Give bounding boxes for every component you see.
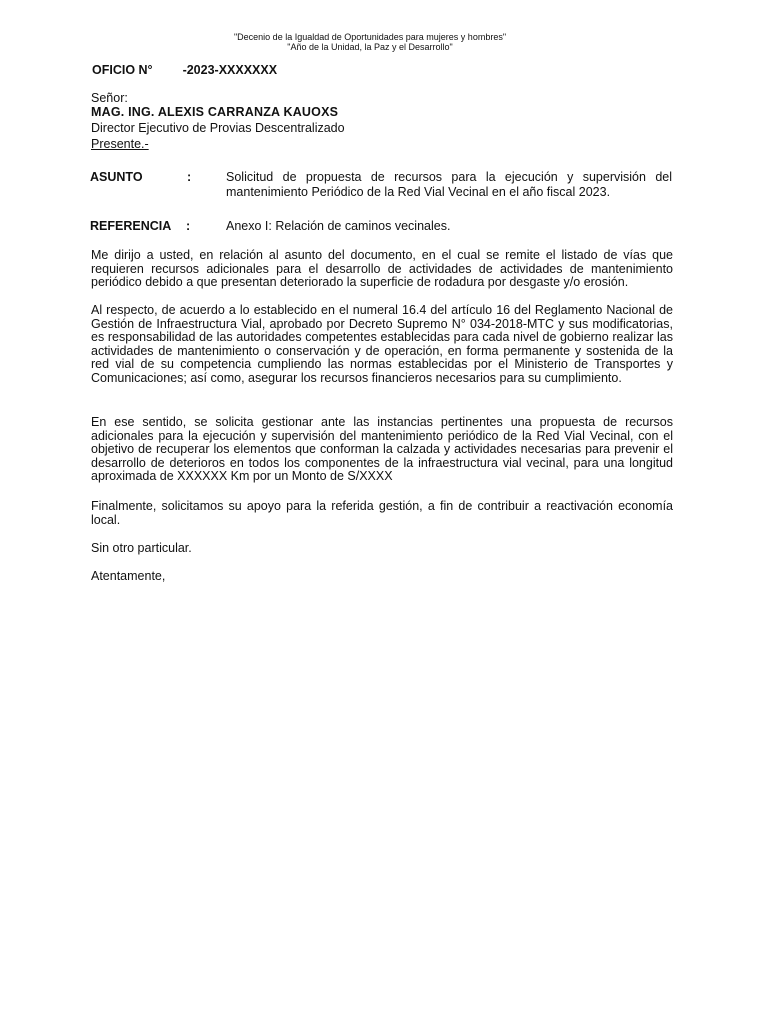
- oficio-label: OFICIO N°: [92, 63, 153, 77]
- decade-motto: "Decenio de la Igualdad de Oportunidades para mujeres y hombres": [233, 32, 507, 42]
- recipient-position: Director Ejecutivo de Provias Descentralizado: [91, 121, 345, 135]
- referencia-colon: :: [186, 219, 191, 233]
- asunto-label: ASUNTO: [90, 170, 143, 184]
- sign-off: Atentamente,: [91, 569, 166, 583]
- body-paragraph-2: Al respecto, de acuerdo a lo establecido en el numeral 16.4 del artículo 16 del Reglamento Nacional de Gestión de Infraestructura Vial, aprobado por Decreto Supremo N° 034-2018-MTC y sus modificatorias, es responsabilidad de las autoridades competentes establecidas para cada nivel de gobierno realizar las actividades de mantenimiento o conservación y de operación, en forma permanente y sostenida de la red vial de su competencia cumpliendo las normas establecidas por el Ministerio de Transportes y Comunicaciones; así como, asegurar los recursos financieros necesarios para su cumplimiento.: [91, 303, 673, 385]
- recipient-name: MAG. ING. ALEXIS CARRANZA KAUOXS: [91, 105, 339, 119]
- year-motto: "Año de la Unidad, la Paz y el Desarrollo": [287, 42, 453, 52]
- salutation: Señor:: [91, 91, 128, 105]
- asunto-colon: :: [187, 170, 192, 184]
- referencia-label: REFERENCIA: [90, 219, 172, 233]
- body-paragraph-1: Me dirijo a usted, en relación al asunto del documento, en el cual se remite el listado de vías que requieren recursos adicionales para el desarrollo de actividades de actividades de mantenimiento periódico debido a que presentan deteriorado la superficie de rodadura por desgaste y/o erosión.: [91, 248, 673, 289]
- closing-line: Sin otro particular.: [91, 541, 192, 555]
- asunto-text: Solicitud de propuesta de recursos para la ejecución y supervisión del mantenimiento Periódico de la Red Vial Vecinal en el año fiscal 2023.: [226, 170, 672, 199]
- oficio-heading: [92, 63, 277, 77]
- oficio-number: -2023-XXXXXXX: [182, 63, 278, 77]
- body-paragraph-4: Finalmente, solicitamos su apoyo para la referida gestión, a fin de contribuir a reactivación economía local.: [91, 499, 673, 527]
- body-paragraph-3: En ese sentido, se solicita gestionar ante las instancias pertinentes una propuesta de recursos adicionales para la ejecución y supervisión del mantenimiento periódico de la Red Vial Vecinal, con el objetivo de recuperar los elementos que conforman la calzada y actividades necesarias para prevenir el desarrollo de deterioros en todos los componentes de la infraestructura vial vecinal, para una longitud aproximada de XXXXXX Km por un Monto de S/XXXX: [91, 415, 673, 483]
- presente-line: Presente.-: [91, 137, 149, 151]
- referencia-text: Anexo I: Relación de caminos vecinales.: [226, 219, 451, 233]
